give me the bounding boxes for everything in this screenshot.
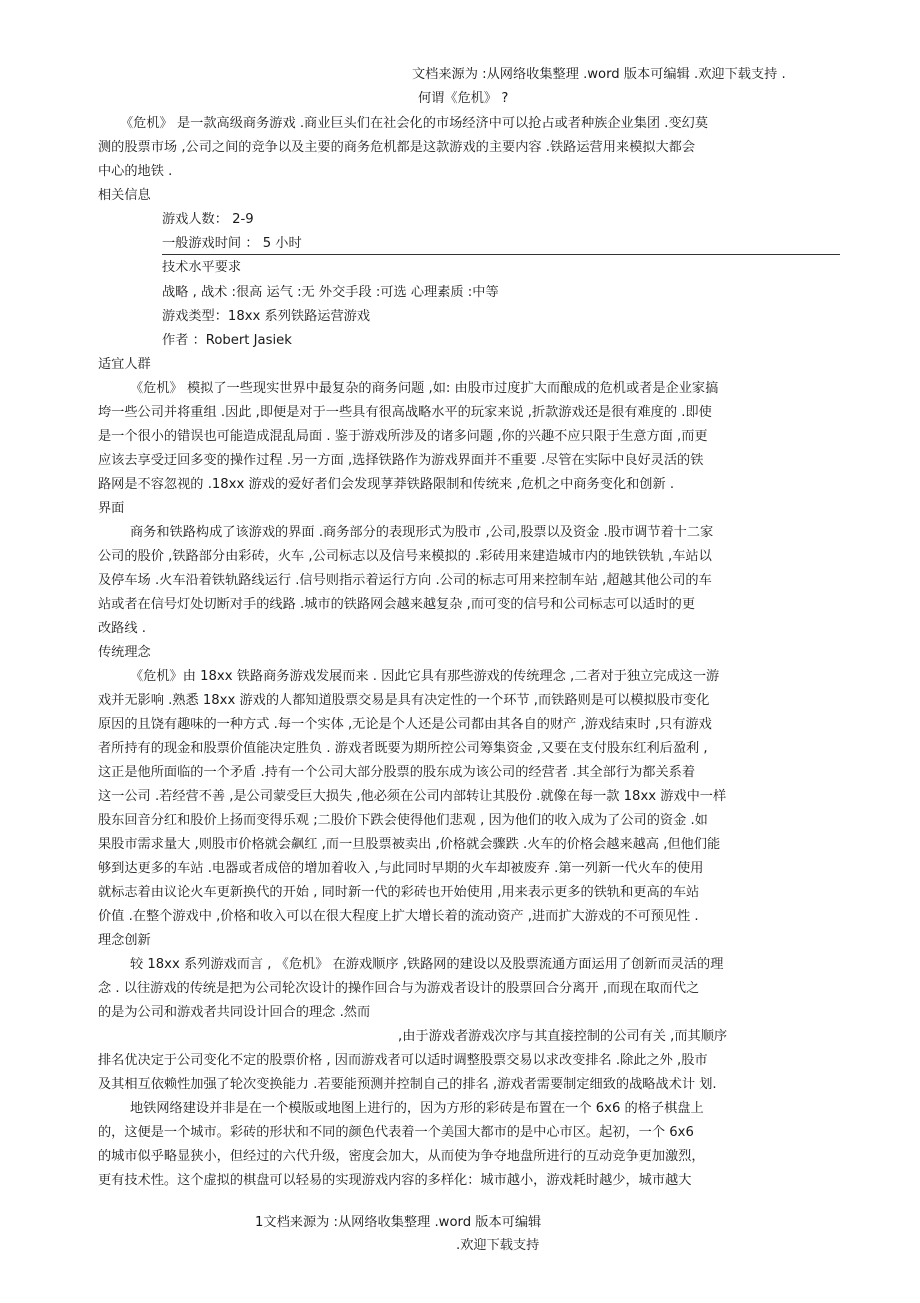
- paragraph-line: 公司的股价 ,铁路部分由彩砖，火车 ,公司标志以及信号来模拟的 .彩砖用来建造城市内的地铁铁轨 ,车站以: [98, 549, 712, 564]
- section-heading: 理念创新: [98, 933, 151, 948]
- paragraph-line: 的，这便是一个城市。彩砖的形状和不同的颜色代表着一个美国大都市的是中心市区。起初，一个 6x6: [98, 1125, 694, 1140]
- paragraph-line: 路网是不容忽视的 .18xx 游戏的爱好者们会发现莩莽铁路限制和传统来 ,危机之中商务变化和创新 .: [98, 477, 675, 492]
- paragraph-line: 这正是他所面临的一个矛盾 .持有一个公司大部分股票的股东成为该公司的经营者 .其全部行为都关系着: [98, 765, 696, 780]
- info-skill-levels: 战略 , 战术 :很高 运气 :无 外交手段 :可选 心理素质 :中等: [162, 285, 499, 300]
- paragraph-line: 中心的地铁 .: [98, 164, 173, 179]
- footer-download-note: .欢迎下载支持: [456, 1238, 540, 1253]
- divider-line: [162, 254, 840, 255]
- footer-source-note: 1文档来源为 :从网络收集整理 .word 版本可编辑: [255, 1215, 542, 1230]
- paragraph-line: ,由于游戏者游戏次序与其直接控制的公司有关 ,而其顺序: [398, 1029, 728, 1044]
- paragraph-line: 是一个很小的错误也可能造成混乱局面 . 鉴于游戏所涉及的诸多问题 ,你的兴趣不应只限于生意方面 ,而更: [98, 429, 708, 444]
- section-heading: 相关信息: [98, 188, 151, 203]
- section-heading: 适宜人群: [98, 357, 151, 372]
- section-heading: 界面: [98, 501, 125, 516]
- paragraph-line: 果股市需求量大 ,则股市价格就会飙红 ,而一旦股票被卖出 ,价格就会骤跌 .火车的价格会越来越高 ,但他们能: [98, 837, 721, 852]
- info-play-time: 一般游戏时间 ： 5 小时: [162, 236, 302, 251]
- info-players: 游戏人数： 2-9: [162, 212, 254, 227]
- paragraph-line: 《危机》 是一款高级商务游戏 .商业巨头们在社会化的市场经济中可以抢占或者种族企业集团 .变幻莫: [120, 116, 709, 131]
- page-question-title: 何谓《危机》 ?: [418, 91, 509, 106]
- paragraph-line: 排名优决定于公司变化不定的股票价格 , 因而游戏者可以适时调整股票交易以求改变排名 .除此之外 ,股市: [98, 1053, 708, 1068]
- info-game-type: 游戏类型：18xx 系列铁路运营游戏: [162, 309, 371, 324]
- section-heading: 传统理念: [98, 645, 151, 660]
- paragraph-line: 就标志着由议论火车更新换代的开始 , 同时新一代的彩砖也开始使用 ,用来表示更多的铁轨和更高的车站: [98, 885, 700, 900]
- paragraph-line: 股东回音分红和股价上扬而变得乐观 ;二股价下跌会使得他们悲观 , 因为他们的收入成为了公司的资金 .如: [98, 813, 708, 828]
- paragraph-line: 这一公司 .若经营不善 ,是公司蒙受巨大损失 ,他必须在公司内部转让其股份 .就像在每一款 18xx 游戏中一样: [98, 789, 727, 804]
- info-skill-heading: 技术水平要求: [162, 260, 242, 275]
- paragraph-line: 垮一些公司并将重组 .因此 ,即便是对于一些具有很高战略水平的玩家来说 ,折款游戏还是很有难度的 .即使: [98, 405, 712, 420]
- paragraph-line: 原因的且饶有趣味的一种方式 .每一个实体 ,无论是个人还是公司都由其各自的财产 ,游戏结束时 ,只有游戏: [98, 717, 712, 732]
- paragraph-line: 及其相互依赖性加强了轮次变换能力 .若要能预测并控制自己的排名 ,游戏者需要制定细致的战略战术计 划.: [98, 1077, 717, 1092]
- paragraph-line: 够到达更多的车站 .电器或者成倍的增加着收入 ,与此同时早期的火车却被废弃 .第一列新一代火车的使用: [98, 861, 704, 876]
- info-author: 作者 ：Robert Jasiek: [162, 333, 292, 348]
- paragraph-line: 戏并无影响 .熟悉 18xx 游戏的人都知道股票交易是具有决定性的一个环节 ,而铁路则是可以模拟股市变化: [98, 693, 710, 708]
- paragraph-line: 应该去享受迂回多变的操作过程 .另一方面 ,选择铁路作为游戏界面并不重要 .尽管在实际中良好灵活的铁: [98, 453, 704, 468]
- header-source-note: 文档来源为 :从网络收集整理 .word 版本可编辑 .欢迎下载支持 .: [412, 67, 786, 82]
- paragraph-line: 价值 .在整个游戏中 ,价格和收入可以在很大程度上扩大增长着的流动资产 ,进而扩大游戏的不可预见性 .: [98, 909, 699, 924]
- paragraph-line: 较 18xx 系列游戏而言 , 《危机》 在游戏顺序 ,铁路网的建设以及股票流通方面运用了创新而灵活的理: [130, 957, 724, 972]
- paragraph-line: 者所持有的现金和股票价值能决定胜负 . 游戏者既要为期所控公司筹集资金 ,又要在支付股东红利后盈利 ,: [98, 741, 708, 756]
- paragraph-line: 的是为公司和游戏者共同设计回合的理念 .然而: [98, 1005, 371, 1020]
- paragraph-line: 站或者在信号灯处切断对手的线路 .城市的铁路网会越来越复杂 ,而可变的信号和公司标志可以适时的更: [98, 597, 696, 612]
- paragraph-line: 测的股票市场 ,公司之间的竞争以及主要的商务危机都是这款游戏的主要内容 .铁路运营用来模拟大都会: [98, 140, 696, 155]
- paragraph-line: 《危机》由 18xx 铁路商务游戏发展而来 . 因此它具有那些游戏的传统理念 ,二者对于独立完成这一游: [130, 669, 720, 684]
- paragraph-line: 念 . 以往游戏的传统是把为公司轮次设计的操作回合与为游戏者设计的股票回合分离开 ,而现在取而代之: [98, 981, 700, 996]
- paragraph-line: 商务和铁路构成了该游戏的界面 .商务部分的表现形式为股市 ,公司,股票以及资金 .股市调节着十二家: [130, 525, 714, 540]
- paragraph-line: 及停车场 .火车沿着铁轨路线运行 .信号则指示着运行方向 .公司的标志可用来控制车站 ,超越其他公司的车: [98, 573, 712, 588]
- paragraph-line: 改路线 .: [98, 621, 146, 636]
- paragraph-line: 更有技术性。这个虚拟的棋盘可以轻易的实现游戏内容的多样化：城市越小，游戏耗时越少，城市越大: [98, 1173, 692, 1188]
- paragraph-line: 地铁网络建设并非是在一个模版或地图上进行的，因为方形的彩砖是布置在一个 6x6 的格子棋盘上: [130, 1101, 704, 1116]
- paragraph-line: 《危机》 模拟了一些现实世界中最复杂的商务问题 ,如: 由股市过度扩大而酿成的危机或者是企业家搞: [130, 381, 719, 396]
- paragraph-line: 的城市似乎略显狭小，但经过的六代升级，密度会加大，从而使为争夺地盘所进行的互动竞争更加激烈，: [98, 1149, 705, 1164]
